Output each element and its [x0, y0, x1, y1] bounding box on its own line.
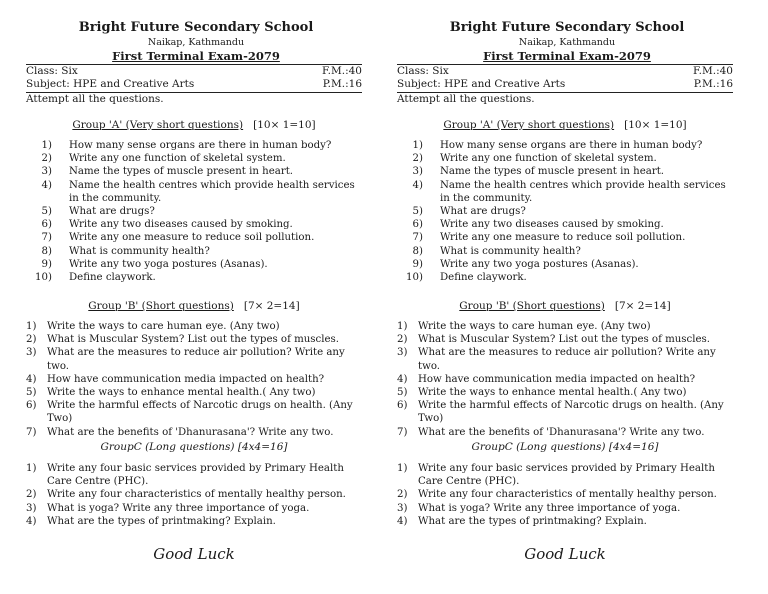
question-number: 4): [397, 373, 408, 385]
school-name: Bright Future Secondary School: [78, 20, 314, 35]
question-item: [397, 165, 733, 178]
question-item: [397, 258, 733, 271]
question-item: [397, 205, 733, 218]
question-number: 2): [397, 489, 408, 501]
question-text: What is Muscular System? List out the types of muscles.: [47, 334, 339, 346]
question-item: [26, 179, 362, 205]
school-name: Bright Future Secondary School: [449, 20, 685, 35]
group-b-marks: [7× 2=14]: [614, 300, 671, 312]
question-number: 7): [412, 232, 423, 244]
question-text: What are drugs?: [69, 206, 155, 218]
question-number: 2): [397, 334, 408, 346]
question-item: [397, 139, 733, 152]
group-a-marks: [10× 1=10]: [624, 119, 687, 131]
question-item: [397, 320, 733, 333]
pass-marks: P.M.:16: [322, 78, 362, 90]
question-number: 3): [26, 347, 37, 359]
question-text: What are the benefits of 'Dhanurasana'? Write any two.: [418, 426, 705, 438]
question-number: 5): [397, 387, 408, 399]
question-text: What is yoga? Write any three importance of yoga.: [418, 502, 681, 514]
question-item: [26, 320, 362, 333]
question-number: 5): [412, 206, 423, 218]
exam-title: First Terminal Exam-2079: [112, 49, 280, 63]
question-number: 3): [397, 502, 408, 514]
question-text: Name the types of muscle present in heart.: [69, 166, 294, 178]
question-item: [397, 373, 733, 386]
class-row: [397, 65, 733, 77]
question-text: What are the types of printmaking? Explain.: [47, 515, 276, 527]
question-text: Write any one function of skeletal system.: [440, 153, 657, 165]
question-number: 8): [41, 245, 52, 257]
group-c-title: GroupC (Long questions) [4x4=16]: [471, 441, 659, 453]
class-label: Class: Six: [26, 65, 78, 77]
question-number: 10): [35, 272, 52, 284]
question-item: [397, 218, 733, 231]
question-number: 1): [26, 321, 37, 332]
question-number: 5): [41, 206, 52, 218]
question-item: [397, 515, 733, 528]
question-text: Write any four basic services provided by Primary Health Care Centre (PHC).: [418, 463, 715, 488]
good-luck: Good Luck: [153, 545, 235, 563]
group-a-title: Group 'A' (Very short questions): [443, 119, 615, 131]
group-c-questions: [397, 462, 733, 528]
question-text: Define claywork.: [440, 272, 527, 284]
question-text: Define claywork.: [69, 272, 156, 284]
question-text: Name the health centres which provide health services in the community.: [69, 179, 355, 204]
question-text: Write any one function of skeletal system.: [69, 153, 286, 165]
group-b-questions: [397, 320, 733, 439]
question-item: [397, 386, 733, 399]
question-text: What are the measures to reduce air pollution? Write any two.: [47, 347, 345, 372]
question-number: 6): [412, 219, 423, 231]
question-number: 2): [26, 489, 37, 501]
question-text: What are the benefits of 'Dhanurasana'? Write any two.: [47, 426, 334, 438]
group-a-heading: [397, 119, 733, 131]
question-item: [397, 179, 733, 205]
group-b-title: Group 'B' (Short questions): [459, 300, 605, 312]
instruction: Attempt all the questions.: [397, 93, 535, 105]
question-text: Write any two diseases caused by smoking.: [69, 219, 293, 231]
group-c-title: GroupC (Long questions) [4x4=16]: [100, 441, 288, 453]
subject-row: [26, 78, 362, 90]
question-item: [26, 488, 362, 501]
question-number: 2): [412, 153, 423, 165]
question-text: Write any two yoga postures (Asanas).: [440, 258, 639, 270]
question-number: 3): [397, 347, 408, 359]
question-item: [26, 165, 362, 178]
class-label: Class: Six: [397, 65, 449, 77]
question-number: 1): [412, 140, 423, 151]
question-number: 2): [26, 334, 37, 346]
pass-marks: P.M.:16: [693, 78, 733, 90]
question-item: [397, 488, 733, 501]
question-text: Write any two diseases caused by smoking.: [440, 219, 664, 231]
group-a-marks: [10× 1=10]: [253, 119, 316, 131]
question-item: [397, 346, 733, 372]
question-number: 4): [26, 373, 37, 385]
question-item: [26, 373, 362, 386]
question-text: Write the ways to enhance mental health.( Any two): [418, 387, 687, 399]
question-number: 3): [26, 502, 37, 514]
group-b-heading: [397, 300, 733, 312]
question-text: How have communication media impacted on health?: [47, 373, 325, 385]
question-number: 3): [41, 166, 52, 178]
group-a-heading: [26, 119, 362, 131]
question-number: 6): [26, 400, 37, 412]
question-text: What are drugs?: [440, 206, 526, 218]
school-address: Naikap, Kathmandu: [147, 37, 245, 48]
question-item: [397, 152, 733, 165]
question-number: 8): [412, 245, 423, 257]
good-luck: Good Luck: [524, 545, 606, 563]
question-text: Write the ways to enhance mental health.( Any two): [47, 387, 316, 399]
question-item: [26, 346, 362, 372]
question-item: [26, 502, 362, 515]
question-text: Write any one measure to reduce soil pollution.: [69, 232, 315, 244]
subject-row: [397, 78, 733, 90]
question-number: 1): [397, 321, 408, 332]
question-item: [26, 245, 362, 258]
question-text: Write any four characteristics of mentally healthy person.: [47, 489, 346, 501]
question-text: What is community health?: [440, 245, 581, 257]
question-item: [26, 399, 362, 425]
question-number: 7): [26, 426, 37, 438]
question-item: [397, 426, 733, 439]
question-number: 1): [26, 463, 37, 474]
group-c-questions: [26, 462, 362, 528]
question-text: Name the types of muscle present in heart.: [440, 166, 665, 178]
question-number: 5): [26, 387, 37, 399]
full-marks: F.M.:40: [322, 65, 362, 77]
question-item: [26, 462, 362, 488]
subject-label: Subject: HPE and Creative Arts: [26, 78, 195, 90]
question-number: 9): [412, 258, 423, 270]
question-text: How have communication media impacted on health?: [418, 373, 696, 385]
question-number: 4): [412, 179, 423, 191]
question-number: 4): [26, 515, 37, 527]
question-text: Write any one measure to reduce soil pollution.: [440, 232, 686, 244]
exam-sheet-right: [397, 0, 737, 594]
question-number: 6): [397, 400, 408, 412]
group-a-questions: [26, 139, 362, 284]
question-text: Write any four basic services provided by Primary Health Care Centre (PHC).: [47, 463, 344, 488]
question-item: [397, 462, 733, 488]
exam-title: First Terminal Exam-2079: [483, 49, 651, 63]
question-text: Name the health centres which provide health services in the community.: [440, 179, 726, 204]
exam-sheet-left: [26, 0, 366, 594]
question-number: 6): [41, 219, 52, 231]
group-c-heading: [397, 441, 733, 453]
group-a-title: Group 'A' (Very short questions): [72, 119, 244, 131]
school-address: Naikap, Kathmandu: [518, 37, 616, 48]
question-item: [26, 152, 362, 165]
question-item: [26, 205, 362, 218]
question-text: What are the types of printmaking? Explain.: [418, 515, 647, 527]
question-item: [26, 271, 362, 284]
question-item: [397, 502, 733, 515]
question-text: What is Muscular System? List out the types of muscles.: [418, 334, 710, 346]
question-text: How many sense organs are there in human body?: [69, 140, 332, 151]
class-row: [26, 65, 362, 77]
question-text: Write any four characteristics of mentally healthy person.: [418, 489, 717, 501]
question-number: 4): [41, 179, 52, 191]
question-item: [26, 258, 362, 271]
group-b-questions: [26, 320, 362, 439]
question-text: Write the harmful effects of Narcotic drugs on health. (Any Two): [418, 400, 724, 425]
group-c-heading: [26, 441, 362, 453]
question-item: [397, 245, 733, 258]
question-item: [397, 231, 733, 244]
question-text: Write any two yoga postures (Asanas).: [69, 258, 268, 270]
question-text: What is yoga? Write any three importance of yoga.: [47, 502, 310, 514]
instruction: Attempt all the questions.: [26, 93, 164, 105]
question-number: 10): [406, 272, 423, 284]
question-number: 1): [41, 140, 52, 151]
question-text: Write the ways to care human eye. (Any two): [418, 321, 651, 332]
question-text: What is community health?: [69, 245, 210, 257]
question-text: How many sense organs are there in human body?: [440, 140, 703, 151]
question-number: 7): [397, 426, 408, 438]
question-text: Write the harmful effects of Narcotic drugs on health. (Any Two): [47, 400, 353, 425]
question-item: [26, 333, 362, 346]
question-item: [26, 139, 362, 152]
question-number: 4): [397, 515, 408, 527]
question-item: [397, 399, 733, 425]
question-text: Write the ways to care human eye. (Any two): [47, 321, 280, 332]
question-number: 3): [412, 166, 423, 178]
question-item: [397, 333, 733, 346]
question-item: [26, 386, 362, 399]
question-number: 7): [41, 232, 52, 244]
full-marks: F.M.:40: [693, 65, 733, 77]
question-number: 1): [397, 463, 408, 474]
question-item: [397, 271, 733, 284]
group-a-questions: [397, 139, 733, 284]
question-item: [26, 426, 362, 439]
question-item: [26, 231, 362, 244]
group-b-title: Group 'B' (Short questions): [88, 300, 234, 312]
question-number: 9): [41, 258, 52, 270]
question-number: 2): [41, 153, 52, 165]
group-b-heading: [26, 300, 362, 312]
question-item: [26, 515, 362, 528]
question-text: What are the measures to reduce air pollution? Write any two.: [418, 347, 716, 372]
group-b-marks: [7× 2=14]: [243, 300, 300, 312]
subject-label: Subject: HPE and Creative Arts: [397, 78, 566, 90]
question-item: [26, 218, 362, 231]
